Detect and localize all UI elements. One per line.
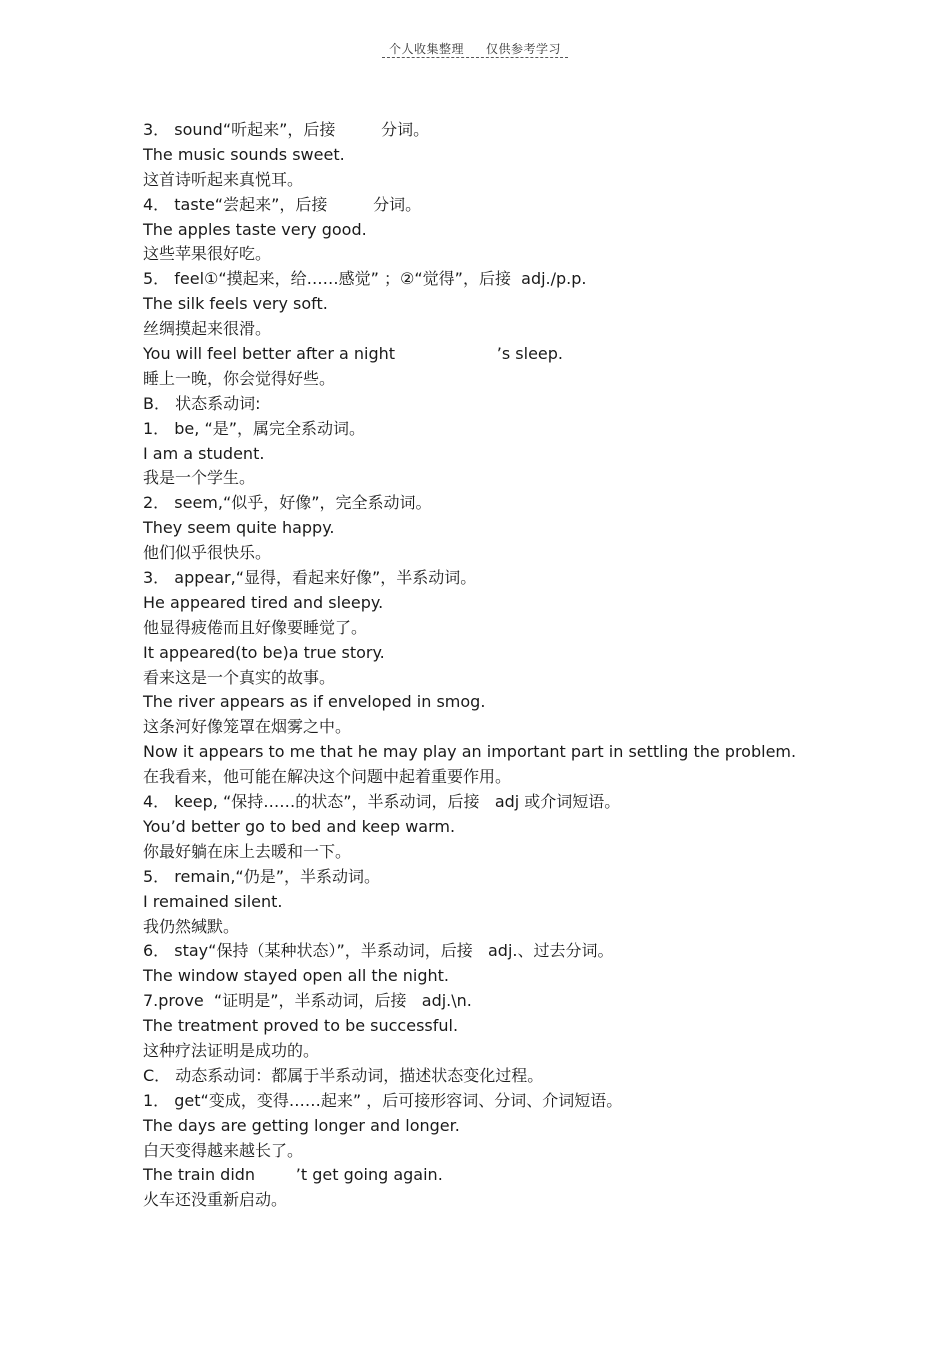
text-line: The river appears as if enveloped in smog. — [143, 692, 486, 712]
text-line: The treatment proved to be successful. — [143, 1016, 459, 1036]
text-line: 1． get“变成，变得……起来” ，后可接形容词、分词、介词短语。 — [143, 1090, 623, 1110]
text-line: 这首诗听起来真悦耳。 — [143, 169, 304, 189]
header-left-text: 个人收集整理 — [388, 42, 464, 56]
text-line: 3． appear,“显得，看起来好像”，半系动词。 — [143, 568, 477, 588]
text-line: 在我看来，他可能在解决这个问题中起着重要作用。 — [143, 767, 512, 787]
text-line: 这些苹果很好吃。 — [143, 244, 272, 264]
text-line: 睡上一晚，你会觉得好些。 — [143, 368, 336, 388]
text-line: 火车还没重新启动。 — [143, 1190, 288, 1210]
page-header — [382, 40, 568, 60]
text-line: You will feel better after a night ’s sleep. — [143, 344, 563, 364]
text-line: I am a student. — [143, 443, 265, 463]
text-line: 6． stay“保持（某种状态）”，半系动词，后接 adj.、过去分词。 — [143, 941, 614, 961]
text-line: 这条河好像笼罩在烟雾之中。 — [143, 717, 352, 737]
text-line: Now it appears to me that he may play an important part in settling the problem. — [143, 742, 797, 762]
text-line: 看来这是一个真实的故事。 — [143, 667, 336, 687]
text-line: The silk feels very soft. — [143, 294, 328, 314]
text-line: 3． sound“听起来”，后接 分词。 — [143, 120, 430, 139]
text-line: 白天变得越来越长了。 — [143, 1140, 304, 1160]
document-body — [143, 118, 903, 1213]
text-line: 他们似乎很快乐。 — [143, 543, 272, 563]
text-line: 2． seem,“似乎，好像”，完全系动词。 — [143, 493, 432, 513]
header-right-text: 仅供参考学习 — [486, 42, 562, 56]
text-line: The train didn ’t get going again. — [143, 1165, 443, 1185]
text-line: 他显得疲倦而且好像要睡觉了。 — [143, 617, 368, 637]
text-line: I remained silent. — [143, 891, 283, 911]
text-line: You’d better go to bed and keep warm. — [143, 816, 456, 836]
text-line: 4． keep, “保持……的状态”，半系动词，后接 adj 或介词短语。 — [143, 792, 621, 812]
text-line: 5． remain,“仍是”，半系动词。 — [143, 866, 380, 886]
text-line: He appeared tired and sleepy. — [143, 592, 384, 612]
text-line: The window stayed open all the night. — [143, 966, 449, 986]
text-line: 丝绸摸起来很滑。 — [143, 319, 272, 339]
text-line: 我是一个学生。 — [143, 468, 256, 488]
text-line: 这种疗法证明是成功的。 — [143, 1040, 320, 1060]
text-line: 1． be, “是”，属完全系动词。 — [143, 418, 366, 438]
text-line: 你最好躺在床上去暖和一下。 — [143, 841, 352, 861]
text-line: It appeared(to be)a true story. — [143, 642, 385, 662]
section-heading: C． 动态系动词：都属于半系动词，描述状态变化过程。 — [143, 1065, 544, 1085]
text-line: The days are getting longer and longer. — [143, 1115, 460, 1135]
header-dashed-rule — [382, 57, 568, 58]
text-line: The music sounds sweet. — [143, 144, 345, 164]
text-line: They seem quite happy. — [143, 518, 335, 538]
section-heading: B． 状态系动词: — [143, 393, 261, 413]
text-line: 4． taste“尝起来”，后接 分词。 — [143, 194, 422, 214]
text-line: 7.prove “证明是”，半系动词，后接 adj.\n. — [143, 991, 472, 1011]
text-line: 我仍然缄默。 — [143, 916, 240, 936]
text-line: 5． feel①“摸起来，给……感觉” ；②“觉得”，后接 adj./p.p. — [143, 269, 587, 289]
text-line: The apples taste very good. — [143, 219, 367, 239]
